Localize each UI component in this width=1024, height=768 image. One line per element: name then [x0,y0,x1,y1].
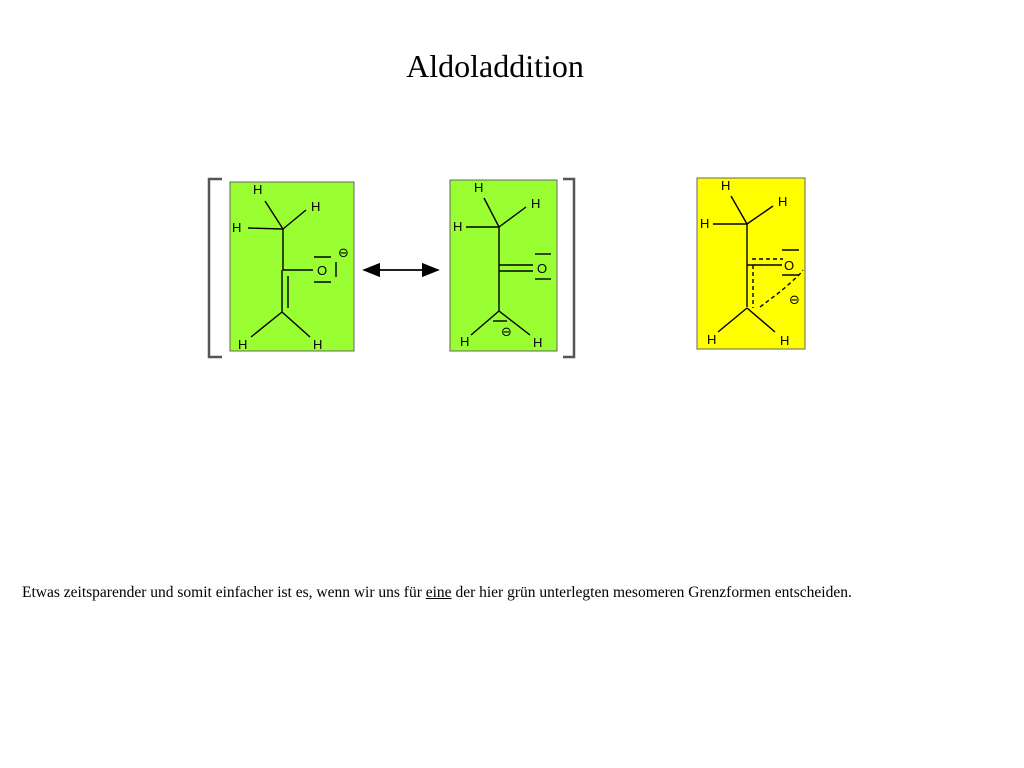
mesomer-structure-carbanion [450,180,557,351]
caption-text-start: Etwas zeitsparender und somit einfacher ist es, wenn wir uns für [22,584,426,601]
atom-oxygen: O [537,261,548,276]
left-square-bracket [209,179,222,357]
caption-text-end: der hier grün unterlegten mesomeren Grenzformen entscheiden. [451,584,852,601]
atom-hydrogen: H [313,337,323,352]
page-title: Aldoladdition [406,48,584,84]
atom-hydrogen: H [474,180,484,195]
atom-hydrogen: H [253,182,263,197]
mesomer-structure-enolate [230,182,354,352]
atom-hydrogen: H [533,335,543,350]
explanation-text [22,584,1002,602]
resonance-hybrid-structure [697,178,805,349]
atom-oxygen: O [317,263,328,278]
negative-charge-symbol: ⊖ [789,293,800,308]
atom-hydrogen: H [460,334,470,349]
negative-charge-symbol: ⊖ [501,325,512,340]
atom-hydrogen: H [238,337,248,352]
atom-hydrogen: H [453,219,463,234]
atom-hydrogen: H [778,194,788,209]
atom-hydrogen: H [707,332,717,347]
atom-hydrogen: H [232,220,242,235]
atom-hydrogen: H [700,216,710,231]
atom-hydrogen: H [721,178,731,193]
atom-hydrogen: H [780,333,790,348]
atom-oxygen: O [784,258,795,273]
negative-charge-symbol: ⊖ [338,246,349,261]
atom-hydrogen: H [531,196,541,211]
right-square-bracket [563,179,574,357]
caption-emphasis: eine [425,584,452,601]
atom-hydrogen: H [311,199,321,214]
